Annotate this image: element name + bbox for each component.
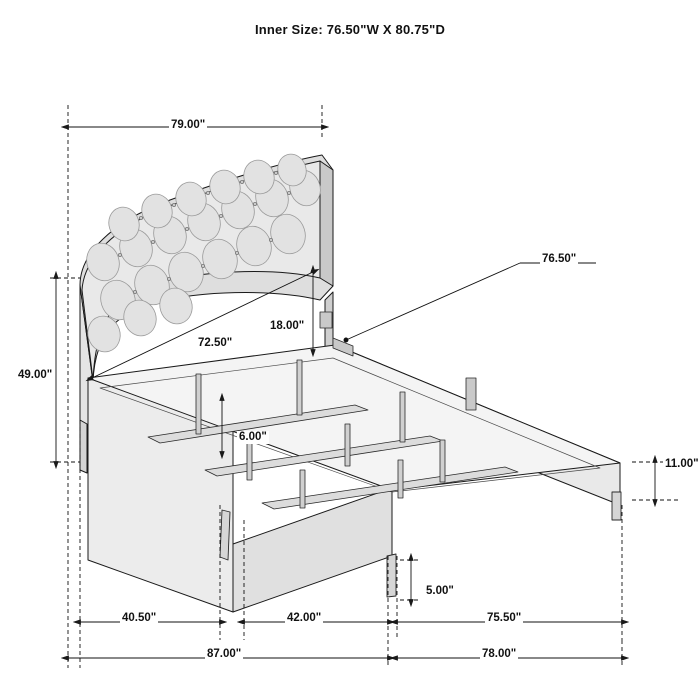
dimension-label-leg-height: 5.00": [426, 585, 454, 597]
dimension-label-overall-width: 87.00": [207, 648, 242, 660]
page-title: Inner Size: 76.50"W X 80.75"D: [254, 22, 446, 37]
dimension-label-side-rail-height: 11.00": [665, 458, 699, 470]
dimension-label-slat-clearance: 6.00": [239, 431, 267, 443]
dimension-label-headboard-width: 79.00": [171, 119, 206, 131]
dimension-label-footboard-right: 75.50": [487, 612, 522, 624]
dimension-label-headboard-panel-width: 72.50": [198, 337, 233, 349]
dimension-label-footboard-left: 40.50": [122, 612, 157, 624]
dimension-label-headboard-panel-height: 18.00": [270, 320, 305, 332]
dimension-label-overall-depth: 78.00": [482, 648, 517, 660]
dimension-label-rail-depth: 76.50": [542, 253, 577, 265]
dimension-label-overall-height: 49.00": [18, 369, 53, 381]
dimension-label-footboard-center: 42.00": [287, 612, 322, 624]
